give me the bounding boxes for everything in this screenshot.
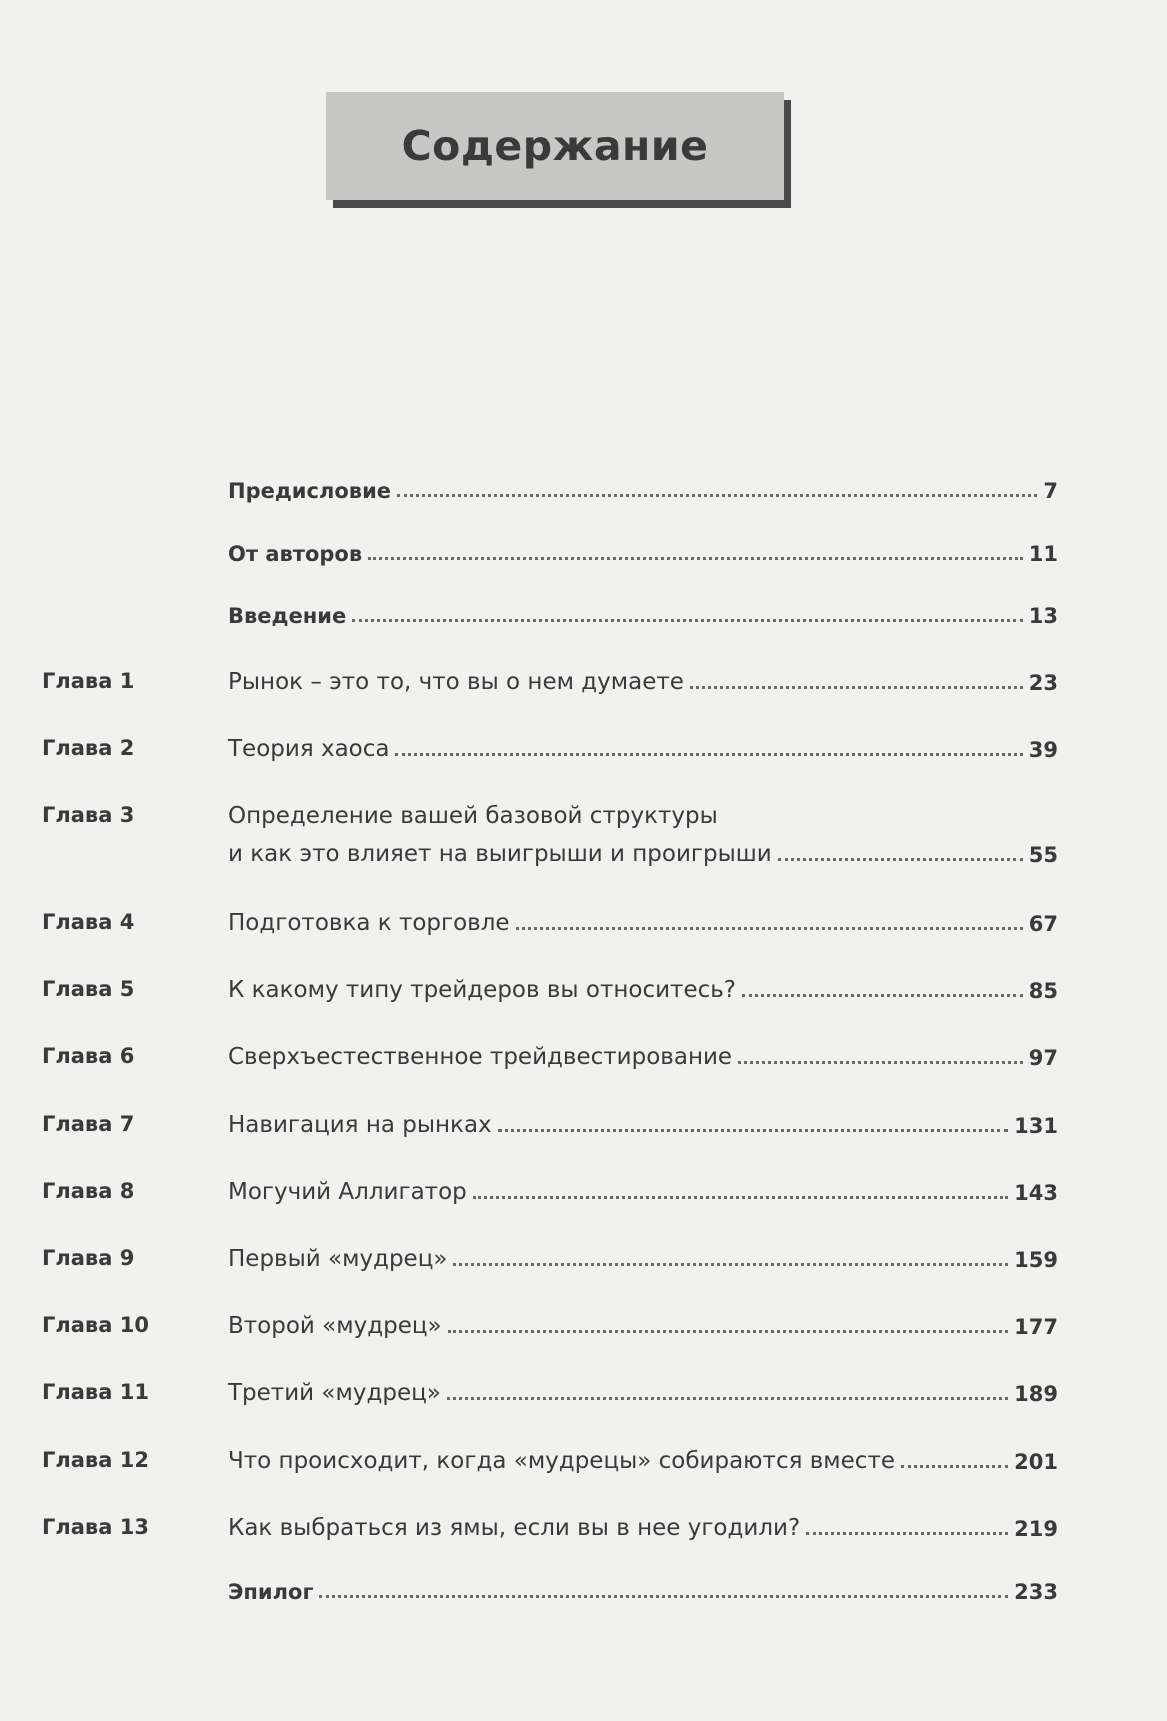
toc-entry-line (228, 1574, 1058, 1604)
page-number: 11 (1028, 542, 1058, 566)
page-number: 55 (1028, 843, 1058, 867)
leader-dots (778, 858, 1023, 861)
leader-dots (397, 494, 1037, 497)
leader-dots (453, 1263, 1008, 1266)
toc-entry-title: К какому типу трейдеров вы относитесь? (228, 977, 737, 1003)
chapter-label: Глава 5 (42, 977, 135, 1001)
toc-entry-title: Рынок – это то, что вы о нем думаете (228, 669, 684, 695)
chapter-label: Глава 1 (42, 669, 135, 693)
chapter-label: Глава 7 (42, 1112, 135, 1136)
page-number: 159 (1014, 1248, 1058, 1272)
leader-dots (516, 927, 1023, 930)
leader-dots (738, 1061, 1023, 1064)
page-number: 23 (1028, 671, 1058, 695)
page-number: 219 (1014, 1517, 1058, 1541)
toc-entry-line (228, 536, 1058, 566)
toc-entry-title: Навигация на рынках (228, 1112, 492, 1138)
page-number: 131 (1014, 1114, 1058, 1138)
chapter-label: Глава 3 (42, 803, 135, 827)
toc-entry-line (228, 1040, 1058, 1070)
page-number: 201 (1014, 1450, 1058, 1474)
toc-entry-line (228, 598, 1058, 628)
leader-dots (690, 686, 1023, 689)
toc-entry-line (228, 1511, 1058, 1541)
chapter-label: Глава 10 (42, 1313, 149, 1337)
page-title: Содержание (401, 122, 709, 170)
toc-entry-line (228, 906, 1058, 936)
leader-dots (498, 1129, 1008, 1132)
toc-entry-title: Что происходит, когда «мудрецы» собираются вместе (228, 1448, 895, 1474)
leader-dots (447, 1397, 1008, 1400)
leader-dots (742, 994, 1023, 997)
page-number: 67 (1028, 912, 1058, 936)
leader-dots (395, 753, 1022, 756)
toc-entry-title: Предисловие (228, 479, 392, 503)
page-number: 13 (1028, 604, 1058, 628)
chapter-label: Глава 12 (42, 1448, 149, 1472)
toc-entry-line (228, 1108, 1058, 1138)
toc-entry-line (228, 837, 1058, 867)
toc-entry-line (228, 732, 1058, 762)
chapter-label: Глава 13 (42, 1515, 149, 1539)
leader-dots (473, 1196, 1008, 1199)
page-number: 97 (1028, 1046, 1058, 1070)
toc-entry-title: Эпилог (228, 1580, 314, 1604)
page-number: 7 (1043, 479, 1058, 503)
toc-entry-title: Определение вашей базовой структуры (228, 803, 718, 829)
title-box (326, 92, 784, 200)
page-number: 189 (1014, 1382, 1058, 1406)
toc-entry-title: Введение (228, 604, 347, 628)
leader-dots (368, 557, 1023, 560)
toc-entry-line (228, 1376, 1058, 1406)
toc-entry-title: Второй «мудрец» (228, 1313, 442, 1339)
toc-entry-title-cont: и как это влияет на выигрыши и проигрыши (228, 841, 772, 867)
leader-dots (319, 1595, 1008, 1598)
chapter-label: Глава 4 (42, 910, 135, 934)
chapter-label: Глава 8 (42, 1179, 135, 1203)
page-number: 143 (1014, 1181, 1058, 1205)
toc-entry-title: Третий «мудрец» (228, 1380, 441, 1406)
page-number: 233 (1014, 1580, 1058, 1604)
chapter-label: Глава 11 (42, 1380, 149, 1404)
toc-entry-line (228, 665, 1058, 695)
toc-entry-line (228, 973, 1058, 1003)
leader-dots (901, 1465, 1008, 1468)
toc-entry-line (228, 1242, 1058, 1272)
page-number: 39 (1028, 738, 1058, 762)
toc-entry-line (228, 1175, 1058, 1205)
toc-entry-title: Могучий Аллигатор (228, 1179, 467, 1205)
toc-entry-line (228, 473, 1058, 503)
page-number: 177 (1014, 1315, 1058, 1339)
chapter-label: Глава 2 (42, 736, 135, 760)
page-number: 85 (1028, 979, 1058, 1003)
leader-dots (352, 619, 1023, 622)
toc-entry-line (228, 1444, 1058, 1474)
toc-entry-title: От авторов (228, 542, 363, 566)
toc-entry-title: Теория хаоса (228, 736, 390, 762)
leader-dots (806, 1532, 1008, 1535)
toc-entry-title: Подготовка к торговле (228, 910, 510, 936)
chapter-label: Глава 6 (42, 1044, 135, 1068)
leader-dots (448, 1330, 1009, 1333)
toc-entry-title: Первый «мудрец» (228, 1246, 448, 1272)
toc-entry-title: Как выбраться из ямы, если вы в нее угодили? (228, 1515, 801, 1541)
toc-entry-title: Сверхъестественное трейдвестирование (228, 1044, 733, 1070)
toc-entry-line (228, 1309, 1058, 1339)
chapter-label: Глава 9 (42, 1246, 135, 1270)
